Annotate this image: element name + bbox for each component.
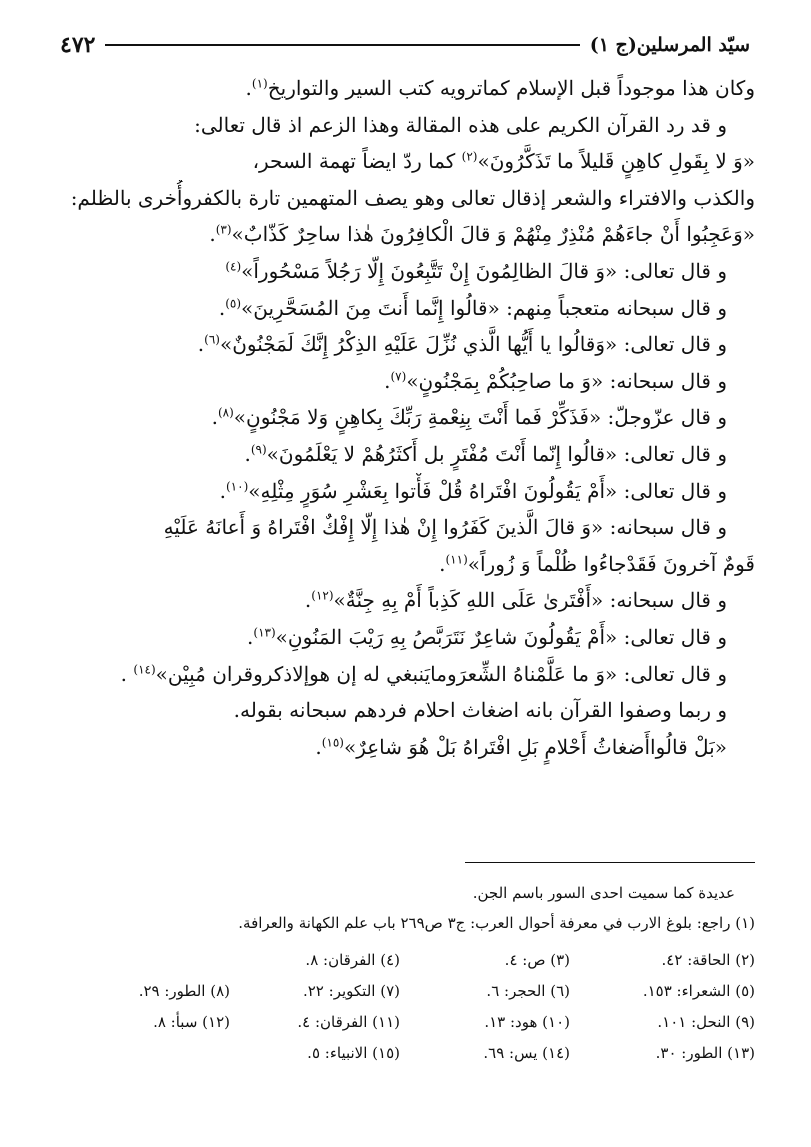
footnote-ref: (٢) الحاقة: ٤٢.: [661, 951, 755, 969]
footnote-ref: (٤) الفرقان: ٨.: [305, 951, 400, 969]
text-line: والكذب والافتراء والشعر إذقال تعالى وهو يصف المتهمين تارة بالكفروأُخرى بالظلم:: [70, 185, 755, 210]
footnote-ref: (٦) الحجر: ٦.: [486, 982, 570, 1000]
footnote-ref: (٥) الشعراء: ١٥٣.: [642, 982, 755, 1000]
footnote-ref: (٧) التكوير: ٢٢.: [302, 982, 400, 1000]
running-title: سيّد المرسلين(ج ١): [589, 34, 750, 56]
footnote-1: (١) راجع: بلوغ الارب في معرفة أحوال العرب: ج٣ ص٢٦٩ باب علم الكهانة والعرافة.: [238, 914, 755, 932]
text-line: «بَلْ قالُواأَضغاثُ أَحْلامٍ بَلِ افْتَراهُ بَلْ هُوَ شاعِرٌ»$^{(١٥)}$.: [315, 734, 727, 759]
text-line: و قال تعالى: «وَقالُوا يا أَيُّها الَّذي نُزِّلَ عَلَيْهِ الذِكْرُ إِنَّكَ لَمَجْنُونٌ»$^{(٦)}$.: [197, 332, 727, 357]
text-line: و ربما وصفوا القرآن بانه اضغاث احلام فردهم سبحانه بقوله.: [233, 698, 727, 723]
footnote-row: [53, 945, 755, 976]
footnote-continuation: عديدة كما سميت احدى السور باسم الجن.: [472, 884, 735, 902]
footnote-row: [53, 1038, 755, 1069]
page-header: [60, 28, 750, 62]
text-line: «وَ لا بِقَولِ كاهِنٍ قَليلاً ما تَذَكَّرُونَ»$^{(٢)}$ كما ردّ ايضاً تهمة السحر،: [252, 149, 755, 174]
footnotes: [53, 878, 755, 938]
footnote-ref: (١٢) سبأ: ٨.: [153, 1013, 230, 1031]
text-line: و قال تعالى: «قالُوا إِنّما أَنْتَ مُفْتَرٍ بل أَكثَرُهُمْ لا يَعْلَمُونَ»$^{(٩)}$.: [244, 441, 727, 466]
footnote-ref: (٣) ص: ٤.: [504, 951, 570, 969]
text-line: «وَعَجِبُوا أَنْ جاءَهُمْ مُنْذِرٌ مِنْهُمْ وَ قالَ الْكافِرُونَ هٰذا ساحِرٌ كَذّابٌ»$^{(٣)}$.: [209, 222, 755, 247]
text-line: و قال سبحانه: «أَفْتَرىٰ عَلَى اللهِ كَذِباً أَمْ بِهِ جِنَّةٌ»$^{(١٢)}$.: [304, 588, 727, 613]
text-line: و قال تعالى: «أَمْ يَقُولُونَ افْتَراهُ قُلْ فَأْتوا بِعَشْرِ سُوَرٍ مِثْلِهِ»$^{(١٠)}$.: [219, 478, 727, 503]
text-line: و قال سبحانه: «وَ قالَ الَّذينَ كَفَرُوا إِنْ هٰذا إِلّا إِفْكٌ افْتَراهُ وَ أَعانَهُ عَلَيْهِ: [163, 515, 727, 540]
footnote-row: [53, 976, 755, 1007]
footnote-references: [53, 945, 755, 1069]
text-line: و قال عزّوجلّ: «فَذَكِّرْ فَما أَنْتَ بِنِعْمةِ رَبِّكَ بِكاهِنٍ وَلا مَجْنُونٍ»$^{(٨)}$.: [211, 405, 727, 430]
text-line: و قال تعالى: «أَمْ يَقُولُونَ شاعِرٌ نَتَرَبَّصُ بِهِ رَيْبَ المَنُونِ»$^{(١٣)}$.: [247, 624, 727, 649]
page-number: ٤٧٢: [60, 32, 96, 58]
text-line: و قال تعالى: «وَ قالَ الظالِمُونَ إِنْ تَتَّبِعُونَ إِلّا رَجُلاً مَسْحُوراً»$^{(٤)}$: [225, 258, 727, 283]
footnote-divider: [465, 862, 755, 863]
footnote-ref: (٨) الطور: ٢٩.: [138, 982, 230, 1000]
text-line: و قد رد القرآن الكريم على هذه المقالة وهذا الزعم اذ قال تعالى:: [194, 112, 727, 137]
header-rule: [105, 44, 579, 46]
footnote-ref: (٩) النحل: ١٠١.: [657, 1013, 755, 1031]
text-line: و قال سبحانه: «وَ ما صاحِبُكُمْ بِمَجْنُونٍ»$^{(٧)}$.: [384, 368, 727, 393]
text-line: وكان هذا موجوداً قبل الإسلام كماترويه كتب السير والتواريخ$^{(١)}$.: [245, 76, 755, 100]
text-line: و قال سبحانه متعجباً مِنهم: «قالُوا إِنَّما أَنتَ مِنَ المُسَحَّرِينَ»$^{(٥)}$.: [218, 295, 727, 320]
footnote-row: [53, 1007, 755, 1038]
footnote-ref: (١٥) الانبياء: ٥.: [307, 1044, 400, 1062]
footnote-ref: (١١) الفرقان: ٤.: [297, 1013, 400, 1031]
footnote-ref: (١٤) يس: ٦٩.: [483, 1044, 570, 1062]
text-line: قَومٌ آخرونَ فَقَدْجاءُوا ظُلْماً وَ زُوراً»$^{(١١)}$.: [439, 551, 755, 576]
footnote-ref: (١٣) الطور: ٣٠.: [655, 1044, 755, 1062]
main-text: [53, 70, 755, 765]
text-line: و قال تعالى: «وَ ما عَلَّمْناهُ الشِّعرَومايَنبغي له إن هوإلاذكروقران مُبِيْن»$^{(١٤)}$ .: [120, 661, 727, 686]
footnote-ref: (١٠) هود: ١٣.: [484, 1013, 570, 1031]
